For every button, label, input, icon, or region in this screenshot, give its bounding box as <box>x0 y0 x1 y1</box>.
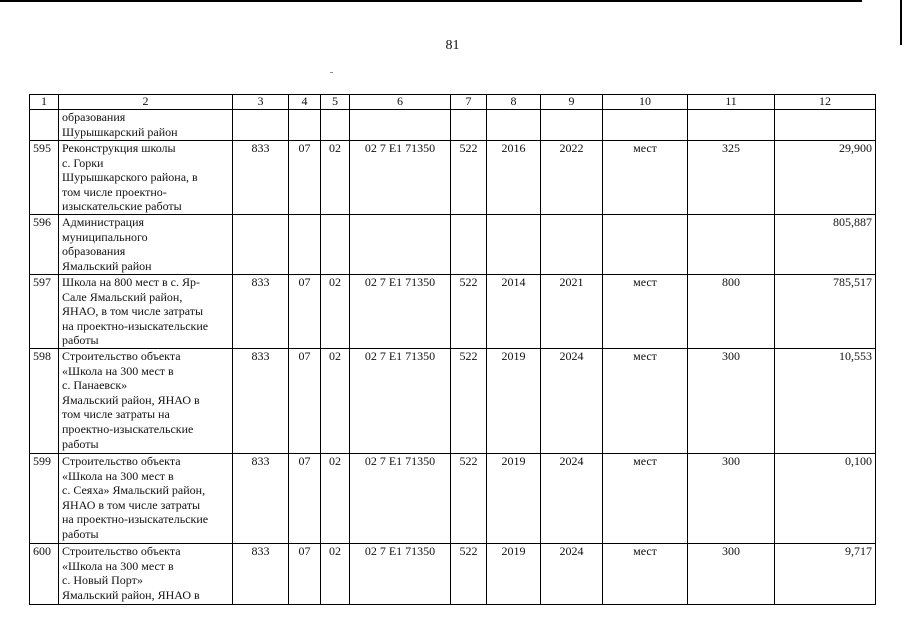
unit: мест <box>603 544 688 605</box>
start-year: 2019 <box>487 349 541 454</box>
subsection-code: 02 <box>321 544 350 605</box>
row-number <box>30 110 59 141</box>
capacity: 300 <box>688 349 775 454</box>
capacity <box>688 110 775 141</box>
section-code: 07 <box>289 454 321 544</box>
amount: 29,900 <box>775 141 876 215</box>
column-header: 5 <box>321 95 350 110</box>
row-number: 597 <box>30 275 59 349</box>
unit <box>603 215 688 275</box>
column-header: 3 <box>233 95 289 110</box>
table-row <box>30 349 876 454</box>
expense-type <box>451 110 487 141</box>
target-article: 02 7 E1 71350 <box>350 141 451 215</box>
header-row <box>30 95 876 110</box>
table-row <box>30 215 876 275</box>
column-header: 8 <box>487 95 541 110</box>
target-article: 02 7 E1 71350 <box>350 349 451 454</box>
object-name: Администрация муниципального образования Ямальский район <box>59 215 233 275</box>
section-code <box>289 110 321 141</box>
end-year: 2024 <box>541 544 603 605</box>
column-header: 7 <box>451 95 487 110</box>
table-row <box>30 141 876 215</box>
unit: мест <box>603 141 688 215</box>
ministry-code <box>233 110 289 141</box>
column-header: 2 <box>59 95 233 110</box>
table-row <box>30 110 876 141</box>
subsection-code: 02 <box>321 454 350 544</box>
expense-type <box>451 215 487 275</box>
object-name: Строительство объекта «Школа на 300 мест в с. Сеяха» Ямальский район, ЯНАО в том числе затраты на проектно-изыскательские работы <box>59 454 233 544</box>
amount: 0,100 <box>775 454 876 544</box>
page-number: 81 <box>445 38 460 53</box>
amount: 10,553 <box>775 349 876 454</box>
amount <box>775 110 876 141</box>
unit: мест <box>603 275 688 349</box>
section-code: 07 <box>289 349 321 454</box>
capacity <box>688 215 775 275</box>
ministry-code: 833 <box>233 275 289 349</box>
end-year: 2024 <box>541 454 603 544</box>
row-number: 599 <box>30 454 59 544</box>
subsection-code <box>321 110 350 141</box>
top-rule <box>0 0 862 2</box>
expense-type: 522 <box>451 141 487 215</box>
ministry-code: 833 <box>233 454 289 544</box>
section-code: 07 <box>289 544 321 605</box>
object-name: Строительство объекта «Школа на 300 мест в с. Панаевск» Ямальский район, ЯНАО в том числе затраты на проектно-изыскательские работы <box>59 349 233 454</box>
amount: 9,717 <box>775 544 876 605</box>
end-year: 2024 <box>541 349 603 454</box>
start-year: 2014 <box>487 275 541 349</box>
column-header: 4 <box>289 95 321 110</box>
capacity: 300 <box>688 454 775 544</box>
ministry-code: 833 <box>233 544 289 605</box>
start-year <box>487 215 541 275</box>
scan-speck <box>330 72 333 73</box>
column-header: 6 <box>350 95 451 110</box>
expense-type: 522 <box>451 275 487 349</box>
ministry-code <box>233 215 289 275</box>
expense-type: 522 <box>451 454 487 544</box>
ministry-code: 833 <box>233 349 289 454</box>
capacity: 325 <box>688 141 775 215</box>
start-year <box>487 110 541 141</box>
column-header: 11 <box>688 95 775 110</box>
target-article <box>350 110 451 141</box>
start-year: 2016 <box>487 141 541 215</box>
budget-table <box>29 94 876 605</box>
subsection-code: 02 <box>321 141 350 215</box>
target-article: 02 7 E1 71350 <box>350 544 451 605</box>
row-number: 595 <box>30 141 59 215</box>
amount: 785,517 <box>775 275 876 349</box>
object-name: Реконструкция школы с. Горки Шурышкарского района, в том числе проектно- изыскательские работы <box>59 141 233 215</box>
ministry-code: 833 <box>233 141 289 215</box>
table-row <box>30 275 876 349</box>
expense-type: 522 <box>451 349 487 454</box>
table-row <box>30 544 876 605</box>
object-name: Школа на 800 мест в с. Яр- Сале Ямальский район, ЯНАО, в том числе затраты на проектно-изыскательские работы <box>59 275 233 349</box>
end-year <box>541 215 603 275</box>
table-row <box>30 454 876 544</box>
end-year <box>541 110 603 141</box>
column-header: 1 <box>30 95 59 110</box>
column-header: 10 <box>603 95 688 110</box>
end-year: 2022 <box>541 141 603 215</box>
subsection-code <box>321 215 350 275</box>
column-header: 9 <box>541 95 603 110</box>
section-code: 07 <box>289 275 321 349</box>
section-code: 07 <box>289 141 321 215</box>
start-year: 2019 <box>487 544 541 605</box>
section-code <box>289 215 321 275</box>
target-article: 02 7 E1 71350 <box>350 454 451 544</box>
row-number: 600 <box>30 544 59 605</box>
row-number: 596 <box>30 215 59 275</box>
unit <box>603 110 688 141</box>
capacity: 300 <box>688 544 775 605</box>
target-article <box>350 215 451 275</box>
object-name: образования Шурышкарский район <box>59 110 233 141</box>
unit: мест <box>603 454 688 544</box>
target-article: 02 7 E1 71350 <box>350 275 451 349</box>
column-header: 12 <box>775 95 876 110</box>
amount: 805,887 <box>775 215 876 275</box>
subsection-code: 02 <box>321 349 350 454</box>
object-name: Строительство объекта «Школа на 300 мест в с. Новый Порт» Ямальский район, ЯНАО в <box>59 544 233 605</box>
subsection-code: 02 <box>321 275 350 349</box>
expense-type: 522 <box>451 544 487 605</box>
end-year: 2021 <box>541 275 603 349</box>
row-number: 598 <box>30 349 59 454</box>
unit: мест <box>603 349 688 454</box>
capacity: 800 <box>688 275 775 349</box>
start-year: 2019 <box>487 454 541 544</box>
